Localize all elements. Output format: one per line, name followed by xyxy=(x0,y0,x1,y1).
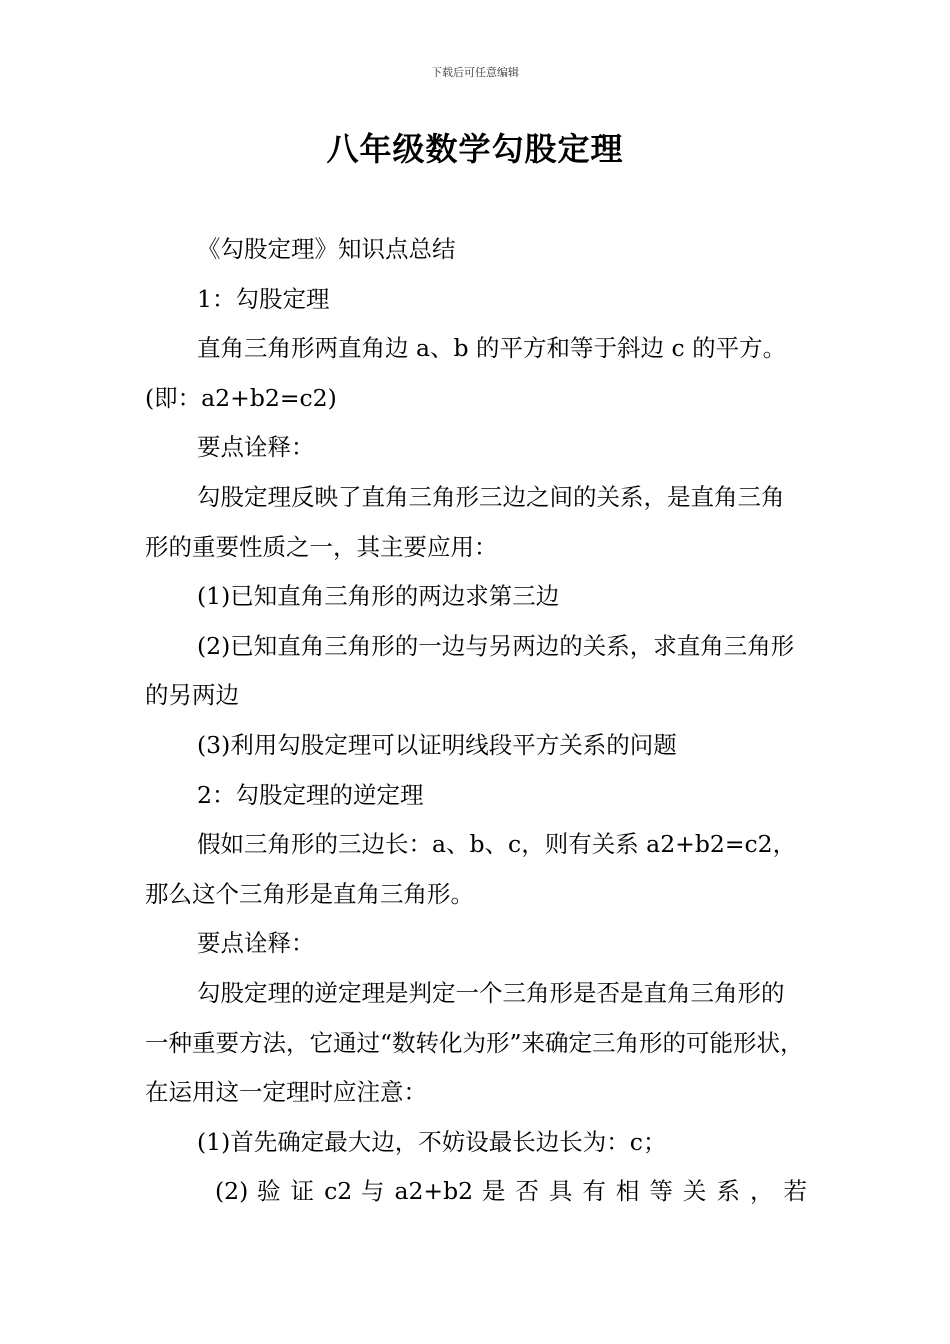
paragraph-step-2: (2) 验 证 c2 与 a2+b2 是 否 具 有 相 等 关 系 ， 若 xyxy=(215,1177,807,1206)
document-body xyxy=(145,225,807,1217)
header-note: 下载后可任意编辑 xyxy=(431,66,519,79)
paragraph-application-1: (1)已知直角三角形的两边求第三边 xyxy=(197,582,560,611)
paragraph-section-2-heading: 2：勾股定理的逆定理 xyxy=(197,780,424,809)
paragraph-key-notes-1: 要点诠释： xyxy=(197,433,315,462)
paragraph-converse-explanation: 勾股定理的逆定理是判定一个三角形是否是直角三角形的一种重要方法，它通过“数转化为形”来确定三角形的可能形状，在运用这一定理时应注意： xyxy=(145,978,804,1107)
paragraph-key-notes-2: 要点诠释： xyxy=(197,929,315,958)
paragraph-converse-statement: 假如三角形的三边长：a、b、c，则有关系 a2+b2=c2，那么这个三角形是直角三角形。 xyxy=(145,830,797,908)
paragraph-application-2: (2)已知直角三角形的一边与另两边的关系，求直角三角形的另两边 xyxy=(145,631,795,710)
paragraph-application-3: (3)利用勾股定理可以证明线段平方关系的问题 xyxy=(197,730,677,759)
paragraph-step-1: (1)首先确定最大边，不妨设最长边长为：c； xyxy=(197,1127,667,1156)
paragraph-theorem-explanation: 勾股定理反映了直角三角形三边之间的关系，是直角三角形的重要性质之一，其主要应用： xyxy=(145,482,785,561)
paragraph-section-1-heading: 1：勾股定理 xyxy=(197,284,330,313)
paragraph-theorem-statement: 直角三角形两直角边 a、b 的平方和等于斜边 c 的平方。(即：a2+b2=c2) xyxy=(145,334,787,412)
document-title: 八年级数学勾股定理 xyxy=(326,130,624,168)
paragraph-summary-heading: 《勾股定理》知识点总结 xyxy=(197,235,456,263)
